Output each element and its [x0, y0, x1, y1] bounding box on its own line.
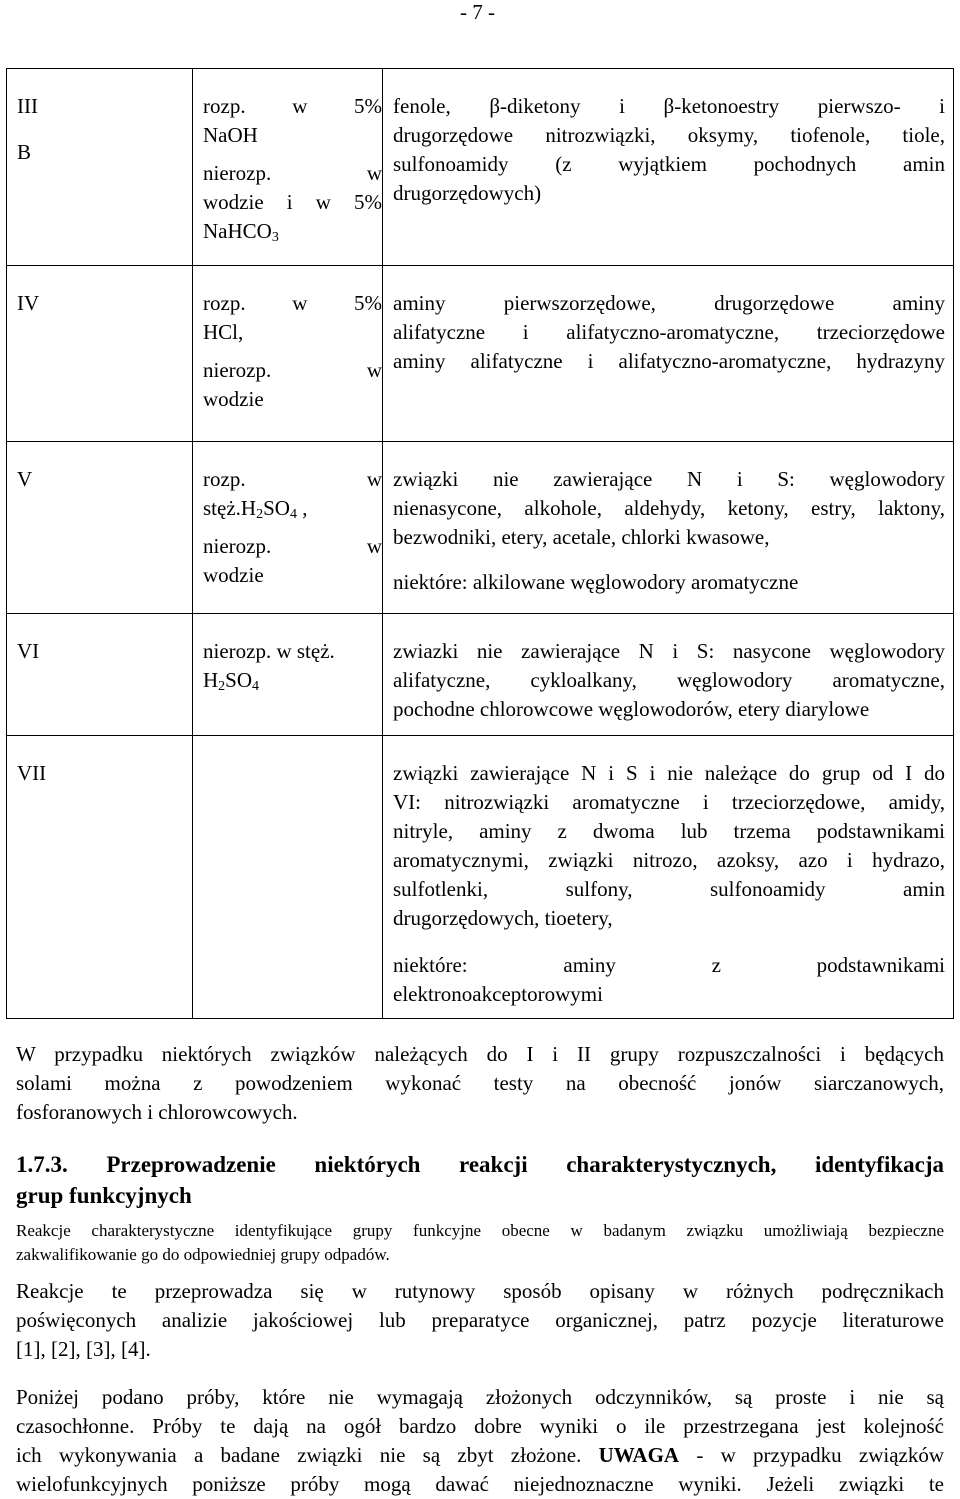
group-label: B — [17, 140, 32, 164]
note-paragraph: W przypadku niektórych związków należących do I i II grupy rozpuszczalności i będących solami można z powodzeniem wykonać testy na obecność jonów siarczanowych, fosforanowych i chlorowcowych. — [16, 1042, 944, 1124]
page-number: - 7 - — [460, 0, 495, 24]
compounds-line: aminy pierwszorzędowe, drugorzędowe aminy — [393, 291, 945, 315]
compounds-cell — [383, 266, 954, 442]
body-paragraph: Reakcje te przeprowadza się w rutynowy sposób opisany w różnych podręcznikach poświęconych analizie jakościowej lub preparatyce organicznej, patrz pozycje literaturowe [1], [2], [3], [4]. — [16, 1279, 944, 1361]
compounds-cell — [383, 69, 954, 266]
compounds-line: pochodne chlorowcowe węglowodorów, etery diarylowe — [393, 697, 870, 721]
solvent-line: nierozp. w — [203, 358, 382, 382]
solvent-line: HCl, — [203, 320, 244, 344]
group-cell — [7, 266, 193, 442]
solvent-cell — [193, 442, 383, 614]
compounds-line: bezwodniki, etery, acetale, chlorki kwasowe, — [393, 525, 770, 549]
group-label: VII — [17, 761, 47, 785]
solvent-line: wodzie i w 5% — [203, 190, 382, 214]
compounds-line: związki zawierające N i S i nie należące do grup od I do — [393, 761, 945, 785]
compounds-line: aminy alifatyczne i alifatyczno-aromatyczne, hydrazyny — [393, 349, 945, 373]
solvent-cell — [193, 614, 383, 736]
solvent-line: $stęż.H_2SO_4$ , — [203, 496, 308, 522]
solvent-line: nierozp. w — [203, 161, 382, 185]
table-row — [7, 736, 954, 1019]
compounds-cell — [383, 442, 954, 614]
body-paragraph: Poniżej podano próby, które nie wymagają złożonych odczynników, są proste i nie są czasochłonne. Próby te dają na ogół bardzo dobre wyniki o ile przestrzegana jest kolejność ich wykonywania a badane związki nie są zbyt złożone. UWAGA - w przypadku związków wielofunkcyjnych poniższe próby mogą dawać niejednoznaczne wyniki. Jeżeli związki te — [16, 1385, 945, 1496]
compounds-line: drugorzędowe nitrozwiązki, oksymy, tiofenole, tiole, — [393, 123, 945, 147]
compounds-line: nitryle, aminy z dwoma lub trzema podstawnikami — [393, 819, 945, 843]
compounds-line: drugorzędowych) — [393, 181, 542, 205]
solvent-line: nierozp. w stęż. — [203, 639, 335, 663]
group-label: IV — [17, 291, 40, 315]
compounds-line: fenole, β-diketony i β-ketonoestry pierwszo- i — [393, 94, 945, 118]
section-heading: 1.7.3. Przeprowadzenie niektórych reakcji charakterystycznych, identyfikacja grup funkcyjnych — [16, 1152, 944, 1208]
table-row — [7, 442, 954, 614]
compounds-line: VI: nitrozwiązki aromatyczne i trzeciorzędowe, amidy, — [393, 790, 945, 814]
compounds-line: nienasycone, alkohole, aldehydy, ketony, estry, laktony, — [393, 496, 945, 520]
solvent-line: nierozp. w — [203, 534, 382, 558]
solvent-line: NaOH — [203, 123, 258, 147]
compounds-cell — [383, 614, 954, 736]
solvent-line: wodzie — [203, 387, 264, 411]
compounds-line: sulfotlenki, sulfony, sulfonoamidy amin — [393, 877, 945, 901]
table-row — [7, 69, 954, 266]
compounds-line: elektronoakceptorowymi — [393, 982, 603, 1006]
solvent-cell — [193, 266, 383, 442]
table-row — [7, 614, 954, 736]
solvent-line: NaHCO$_3$ — [203, 219, 279, 245]
table-row — [7, 266, 954, 442]
warning-label: UWAGA — [598, 1443, 680, 1467]
compounds-line: alifatyczne, cykloalkany, węglowodory aromatyczne, — [393, 668, 945, 692]
solvent-line: $H_2SO_4$ — [203, 668, 260, 694]
group-label: III — [17, 94, 38, 118]
intro-paragraph: Reakcje charakterystyczne identyfikujące grupy funkcyjne obecne w badanym związku umożliwiają bezpieczne zakwalifikowanie go do odpowiedniej grupy odpadów. — [16, 1221, 944, 1264]
group-cell — [7, 614, 193, 736]
group-label: V — [17, 467, 33, 491]
solubility-groups-table — [6, 68, 954, 1019]
compounds-line: związki nie zawierające N i S: węglowodory — [393, 467, 945, 491]
compounds-line: drugorzędowych, tioetery, — [393, 906, 613, 930]
compounds-line: zwiazki nie zawierające N i S: nasycone węglowodory — [393, 639, 945, 663]
group-cell — [7, 736, 193, 1019]
group-cell — [7, 442, 193, 614]
solvent-line: wodzie — [203, 563, 264, 587]
solvent-cell — [193, 69, 383, 266]
solvent-line: rozp. w 5% — [203, 94, 382, 118]
compounds-line: niektóre: aminy z podstawnikami — [393, 953, 945, 977]
compounds-line: niektóre: alkilowane węglowodory aromatyczne — [393, 570, 799, 594]
compounds-line: aromatycznymi, związki nitrozo, azoksy, azo i hydrazo, — [393, 848, 945, 872]
compounds-cell — [383, 736, 954, 1019]
solvent-cell — [193, 736, 383, 1019]
compounds-line: sulfonoamidy (z wyjątkiem pochodnych amin — [393, 152, 945, 176]
solvent-line: rozp. w 5% — [203, 291, 382, 315]
group-cell — [7, 69, 193, 266]
solvent-line: rozp. w — [203, 467, 382, 491]
compounds-line: alifatyczne i alifatyczno-aromatyczne, trzeciorzędowe — [393, 320, 945, 344]
group-label: VI — [17, 639, 40, 663]
